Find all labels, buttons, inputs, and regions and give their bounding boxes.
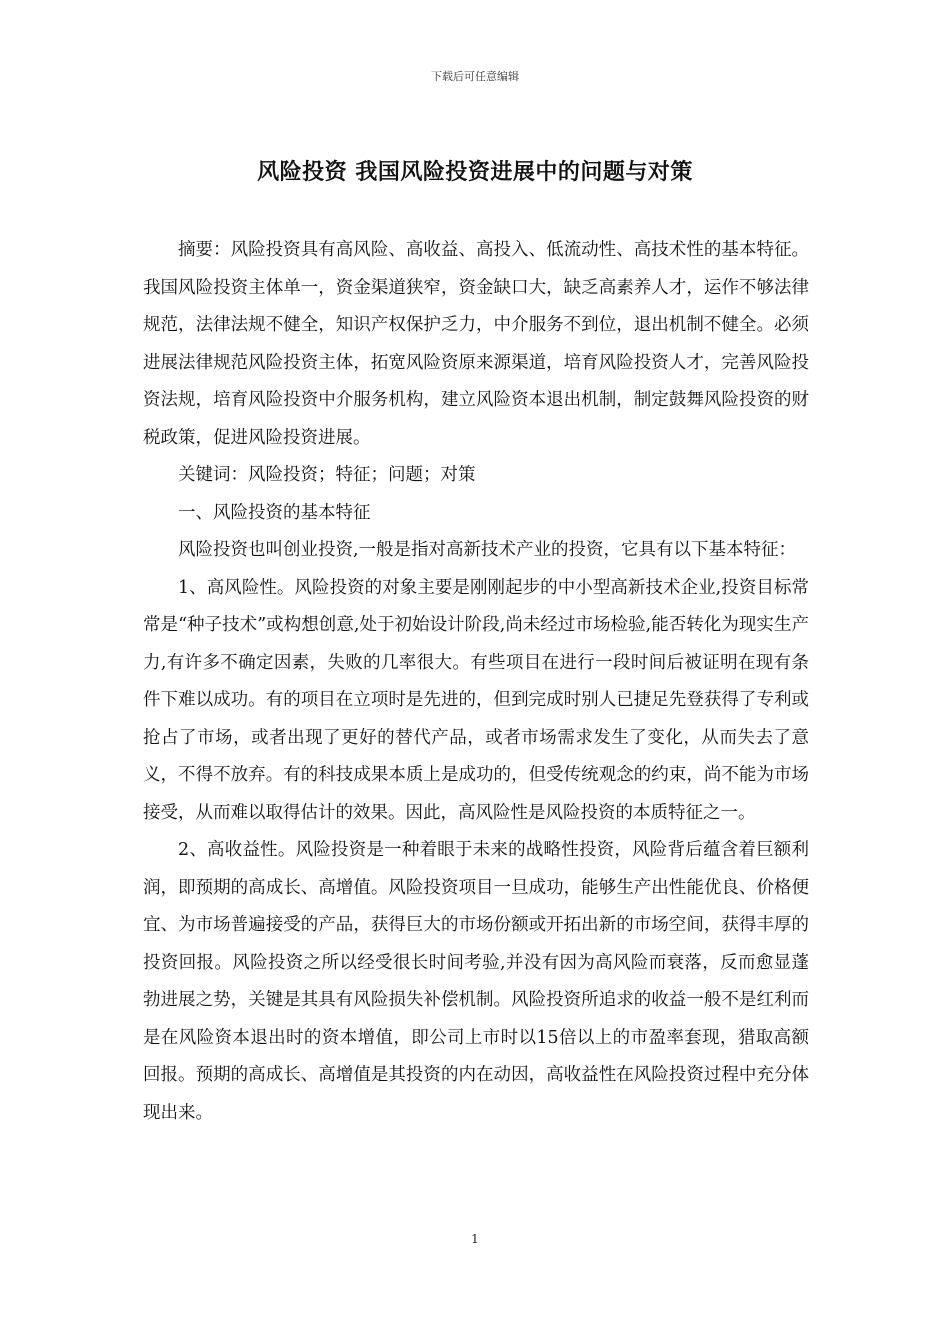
document-body	[143, 232, 809, 1132]
abstract-paragraph: 摘要：风险投资具有高风险、高收益、高投入、低流动性、高技术性的基本特征。我国风险投资主体单一，资金渠道狭窄，资金缺口大，缺乏高素养人才，运作不够法律规范，法律法规不健全，知识产权保护乏力，中介服务不到位，退出机制不健全。必须进展法律规范风险投资主体，拓宽风险资原来源渠道，培育风险投资人才，完善风险投资法规，培育风险投资中介服务机构，建立风险资本退出机制，制定鼓舞风险投资的财税政策，促进风险投资进展。	[143, 240, 809, 448]
body-paragraph: 2、高收益性。风险投资是一种着眼于未来的战略性投资，风险背后蕴含着巨额利润，即预期的高成长、高增值。风险投资项目一旦成功，能够生产出性能优良、价格便宜、为市场普遍接受的产品，获得巨大的市场份额或开拓出新的市场空间，获得丰厚的投资回报。风险投资之所以经受很长时间考验,并没有因为高风险而衰落，反而愈显蓬勃进展之势，关键是其具有风险损失补偿机制。风险投资所追求的收益一般不是红利而是在风险资本退出时的资本增值，即公司上市时以15倍以上的市盈率套现，猎取高额回报。预期的高成长、高增值是其投资的内在动因，高收益性在风险投资过程中充分体现出来。	[143, 840, 809, 1123]
header-note: 下载后可任意编辑	[431, 70, 519, 83]
document-title: 风险投资 我国风险投资进展中的问题与对策	[257, 159, 693, 185]
section-heading: 一、风险投资的基本特征	[178, 502, 371, 523]
body-paragraph: 1、高风险性。风险投资的对象主要是刚刚起步的中小型高新技术企业,投资目标常常是“种子技术”或构想创意,处于初始设计阶段,尚未经过市场检验,能否转化为现实生产力,有许多不确定因素，失败的几率很大。有些项目在进行一段时间后被证明在现有条件下难以成功。有的项目在立项时是先进的，但到完成时别人已捷足先登获得了专利或抢占了市场，或者出现了更好的替代产品，或者市场需求发生了变化，从而失去了意义，不得不放弃。有的科技成果本质上是成功的，但受传统观念的约束，尚不能为市场接受，从而难以取得估计的效果。因此，高风险性是风险投资的本质特征之一。	[143, 577, 809, 823]
page-number: 1	[471, 1232, 479, 1246]
keywords-paragraph: 关键词：风险投资；特征；问题；对策	[178, 465, 476, 485]
body-paragraph: 风险投资也叫创业投资,一般是指对高新技术产业的投资，它具有以下基本特征：	[178, 540, 797, 560]
